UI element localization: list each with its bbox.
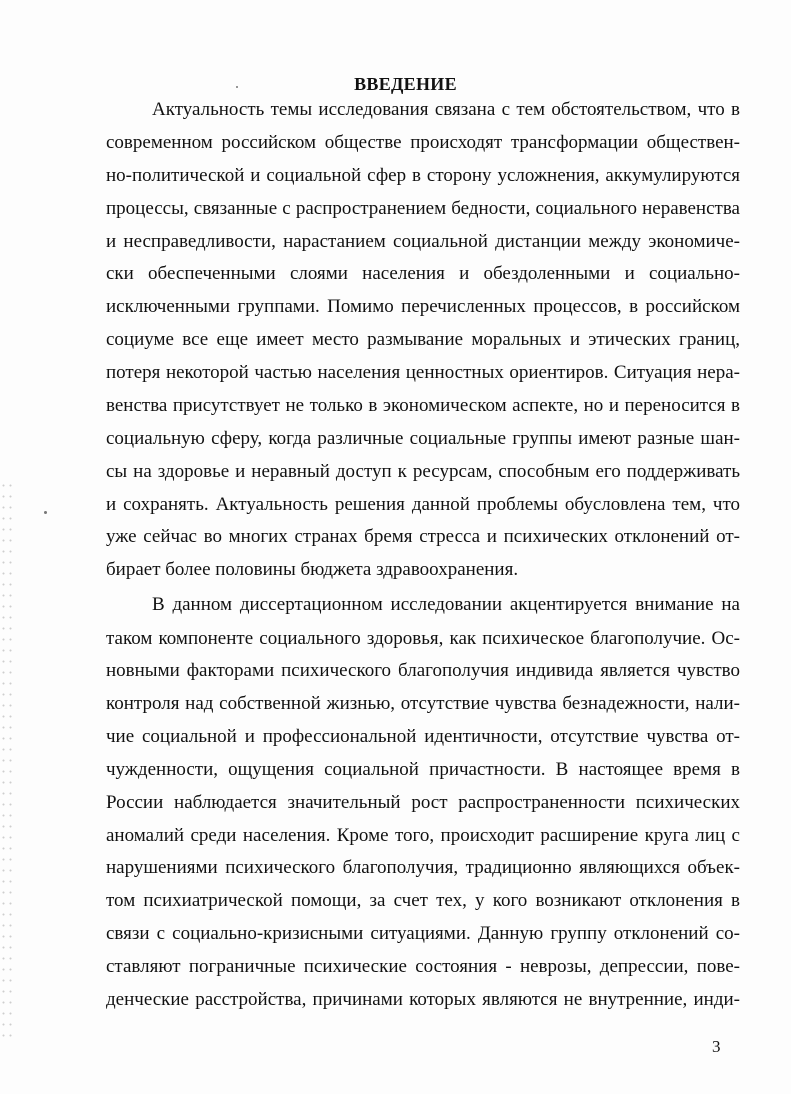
- text-line: ставляют пограничные психические состояния - неврозы, депрессии, пове-: [106, 956, 740, 977]
- text-line: аномалий среди населения. Кроме того, происходит расширение круга лиц с: [106, 825, 740, 846]
- text-line: но-политической и социальной сфер в сторону усложнения, аккумулируются: [106, 165, 740, 186]
- scan-margin-noise: [0, 480, 14, 1040]
- text-line: чие социальной и профессиональной идентичности, отсутствие чувства от-: [106, 726, 740, 747]
- text-line: Актуальность темы исследования связана с тем обстоятельством, что в: [152, 99, 740, 120]
- text-line: денческие расстройства, причинами которых являются не внутренние, инди-: [106, 989, 740, 1010]
- text-line: В данном диссертационном исследовании акцентируется внимание на: [152, 594, 740, 615]
- text-line: бирает более половины бюджета здравоохранения.: [106, 559, 519, 580]
- text-line: социуме все еще имеет место размывание моральных и этических границ,: [106, 329, 740, 350]
- text-line: потеря некоторой частью населения ценностных ориентиров. Ситуация нера-: [106, 362, 740, 383]
- text-line: исключенными группами. Помимо перечисленных процессов, в российском: [106, 296, 740, 317]
- text-line: чужденности, ощущения социальной причастности. В настоящее время в: [106, 759, 740, 780]
- page-title: ВВЕДЕНИЕ: [354, 74, 457, 94]
- text-line: связи с социально-кризисными ситуациями. Данную группу отклонений со-: [106, 923, 740, 944]
- text-line: том психиатрической помощи, за счет тех, у кого возникают отклонения в: [106, 890, 740, 911]
- text-line: и несправедливости, нарастанием социальной дистанции между экономиче-: [106, 231, 740, 252]
- scan-speck: [44, 511, 47, 514]
- text-line: новными факторами психического благополучия индивида является чувство: [106, 660, 740, 681]
- page-number: 3: [712, 1037, 721, 1056]
- text-line: и сохранять. Актуальность решения данной проблемы обусловлена тем, что: [106, 494, 740, 515]
- text-line: процессы, связанные с распространением бедности, социального неравенства: [106, 198, 740, 219]
- text-line: сы на здоровье и неравный доступ к ресурсам, способным его поддерживать: [106, 461, 740, 482]
- text-line: уже сейчас во многих странах бремя стресса и психических отклонений от-: [106, 526, 740, 547]
- text-line: венства присутствует не только в экономическом аспекте, но и переносится в: [106, 395, 740, 416]
- text-line: нарушениями психического благополучия, традиционно являющихся объек-: [106, 857, 740, 878]
- text-line: контроля над собственной жизнью, отсутствие чувства безнадежности, нали-: [106, 693, 740, 714]
- text-line: ски обеспеченными слоями населения и обездоленными и социально-: [106, 263, 740, 284]
- text-line: современном российском обществе происходят трансформации обществен-: [106, 132, 740, 153]
- text-line: социальную сферу, когда различные социальные группы имеют разные шан-: [106, 428, 740, 449]
- text-line: таком компоненте социального здоровья, как психическое благополучие. Ос-: [106, 628, 740, 649]
- text-line: России наблюдается значительный рост распространенности психических: [106, 792, 740, 813]
